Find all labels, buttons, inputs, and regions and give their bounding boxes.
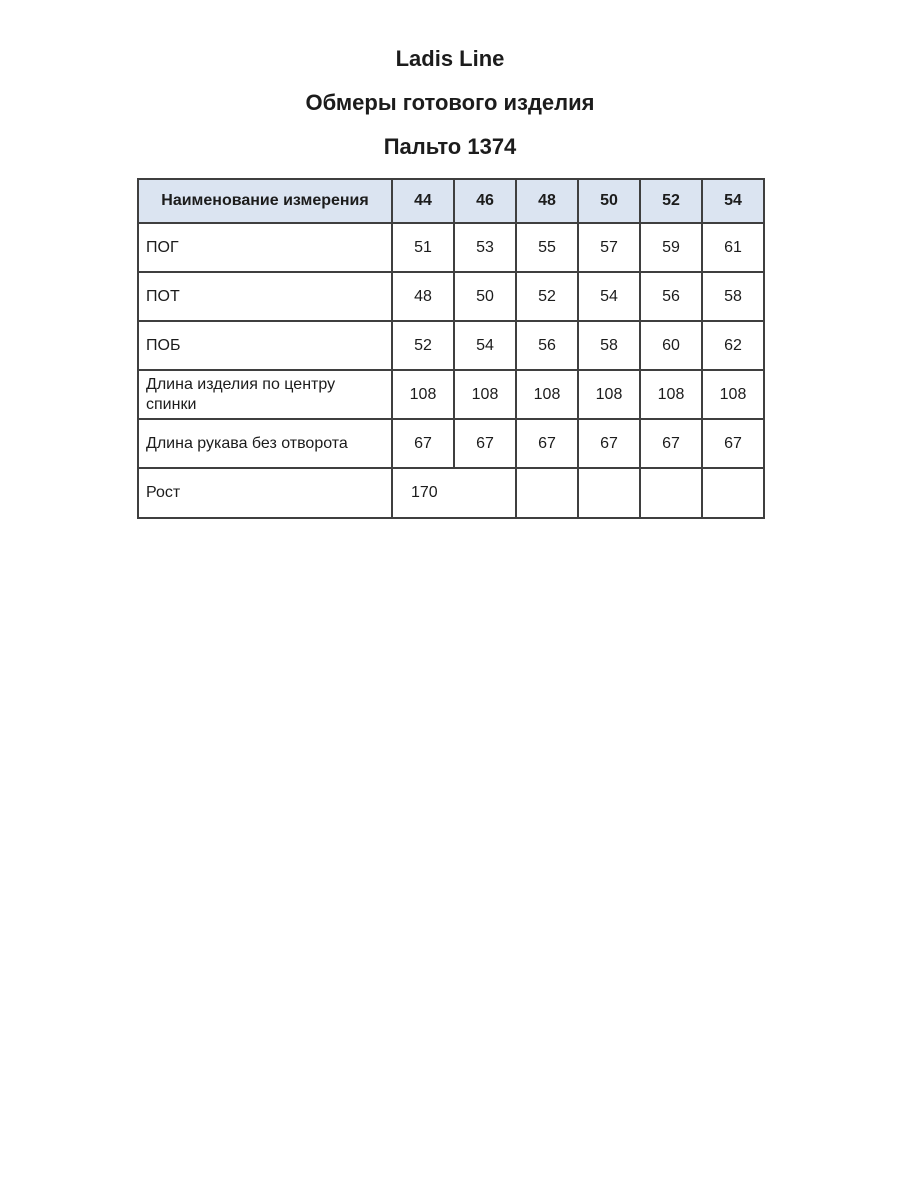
table-header-row [138,179,764,223]
measurement-value-empty [578,468,640,518]
measurement-value: 55 [516,223,578,272]
table-row-back-length [138,370,764,419]
measurement-name-text: ПОБ [146,336,181,354]
column-header-size-46: 46 [454,179,516,223]
measurement-value: 108 [454,370,516,419]
measurement-value: 108 [392,370,454,419]
measurement-value: 67 [640,419,702,468]
measurement-value: 60 [640,321,702,370]
measurement-value: 67 [578,419,640,468]
document-subtitle: Обмеры готового изделия [305,90,595,115]
measurement-name-text: ПОТ [146,287,180,305]
column-header-size-44: 44 [392,179,454,223]
product-title: Пальто 1374 [383,134,517,159]
measurement-value: 58 [702,272,764,321]
measurement-value: 51 [392,223,454,272]
measurement-name-text: Длина рукава без отворота [146,434,348,452]
measurement-value: 108 [516,370,578,419]
measurement-name [138,419,392,468]
measurement-value: 67 [516,419,578,468]
measurement-value: 108 [578,370,640,419]
table-row-pot [138,272,764,321]
column-header-size-50: 50 [578,179,640,223]
column-header-size-48: 48 [516,179,578,223]
measurement-value-empty [640,468,702,518]
measurement-value: 53 [454,223,516,272]
measurement-value: 57 [578,223,640,272]
measurement-value: 108 [640,370,702,419]
table-row-pog [138,223,764,272]
measurement-value: 67 [392,419,454,468]
measurement-name [138,272,392,321]
measurement-name-text: ПОГ [146,238,179,256]
measurement-value: 59 [640,223,702,272]
measurement-value: 54 [454,321,516,370]
brand-title: Ladis Line [395,46,505,71]
measurement-value: 58 [578,321,640,370]
measurement-value: 61 [702,223,764,272]
column-header-measurement-name: Наименование измерения [138,179,392,223]
measurement-name-text: Длина изделия по центру спинки [146,375,336,413]
measurement-value-empty [702,468,764,518]
measurement-value-merged: 170 [392,468,516,518]
measurement-value: 54 [578,272,640,321]
measurement-value: 108 [702,370,764,419]
measurement-value: 50 [454,272,516,321]
measurement-value: 48 [392,272,454,321]
measurement-name [138,321,392,370]
measurement-value: 67 [702,419,764,468]
table-row-height [138,468,764,518]
measurement-value: 56 [516,321,578,370]
measurement-name-text: Рост [146,484,181,501]
measurement-value-empty [516,468,578,518]
measurements-table [137,178,765,519]
measurement-name [138,468,392,518]
measurement-value: 56 [640,272,702,321]
measurement-value: 52 [392,321,454,370]
measurement-value: 52 [516,272,578,321]
table-row-pob [138,321,764,370]
table-row-sleeve-length [138,419,764,468]
column-header-size-52: 52 [640,179,702,223]
measurement-name [138,370,392,419]
column-header-size-54: 54 [702,179,764,223]
measurement-value: 62 [702,321,764,370]
measurement-name [138,223,392,272]
measurement-value: 67 [454,419,516,468]
